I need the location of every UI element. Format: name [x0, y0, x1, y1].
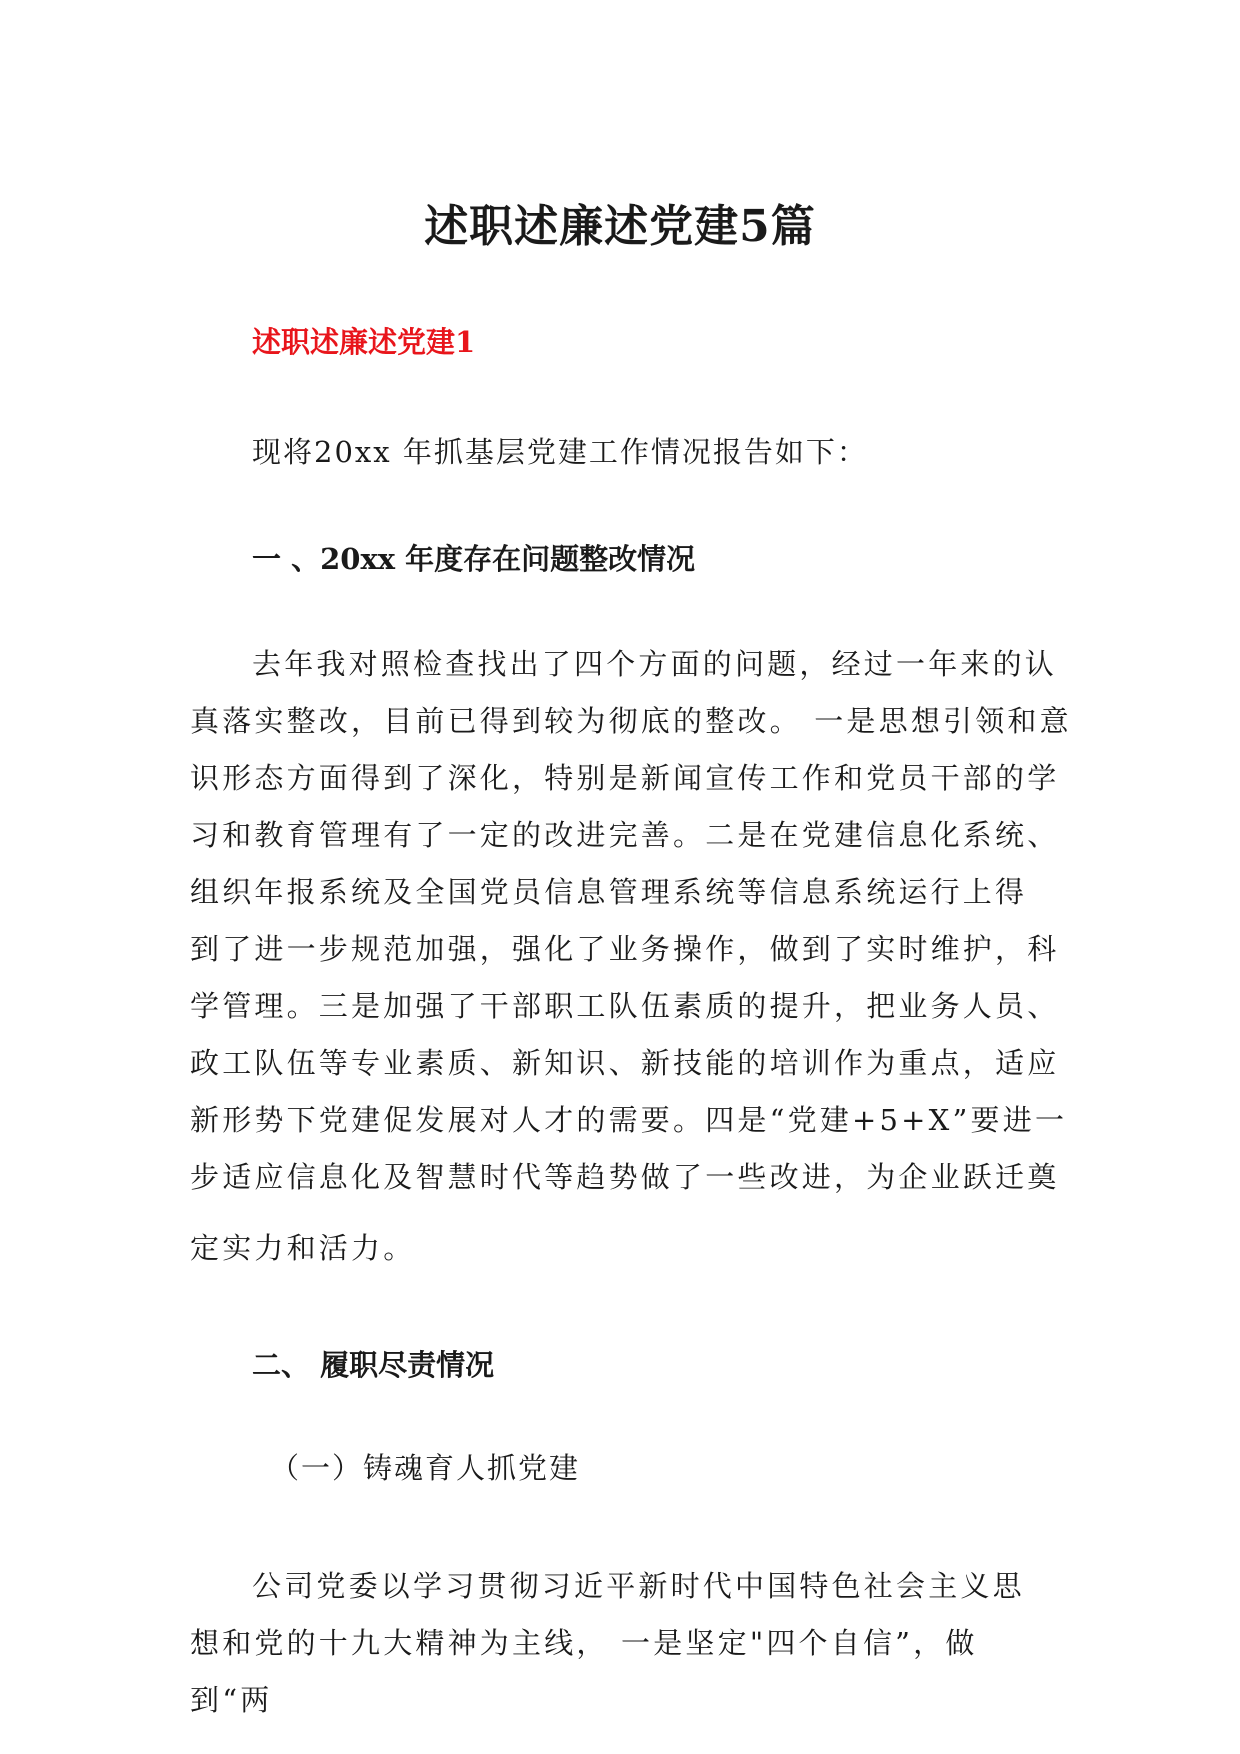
paragraph-line: 组织年报系统及全国党员信息管理系统等信息系统运行上得 [190, 875, 1028, 909]
section-title: 述职述廉述党建1 [252, 325, 476, 359]
paragraph-line: 真落实整改，目前已得到较为彻底的整改。 一是思想引领和意 [190, 704, 1072, 738]
subheading-party-building: （一）铸魂育人抓党建 [270, 1451, 581, 1485]
intro-paragraph: 现将20xx 年抓基层党建工作情况报告如下： [252, 435, 868, 469]
paragraph-line: 步适应信息化及智慧时代等趋势做了一些改进，为企业跃迁奠 [190, 1160, 1060, 1194]
paragraph-line: 新形势下党建促发展对人才的需要。四是“党建+5+X”要进一 [190, 1103, 1068, 1137]
paragraph-line: 去年我对照检查找出了四个方面的问题，经过一年来的认 [252, 647, 1058, 681]
paragraph-line: 习和教育管理有了一定的改进完善。二是在党建信息化系统、 [190, 818, 1060, 852]
paragraph-line: 公司党委以学习贯彻习近平新时代中国特色社会主义思 [252, 1569, 1025, 1603]
paragraph-line: 政工队伍等专业素质、新知识、新技能的培训作为重点，适应 [190, 1046, 1060, 1080]
heading-duties: 二、 履职尽责情况 [252, 1348, 495, 1382]
paragraph-line: 想和党的十九大精神为主线， 一是坚定"四个自信”，做 [190, 1626, 978, 1660]
paragraph-line: 定实力和活力。 [190, 1231, 416, 1265]
paragraph-line: 到“两 [190, 1683, 273, 1717]
paragraph-rectification [190, 636, 1072, 1277]
paragraph-line: 识形态方面得到了深化，特别是新闻宣传工作和党员干部的学 [190, 761, 1060, 795]
document-title: 述职述廉述党建5篇 [424, 201, 816, 252]
paragraph-party-building [190, 1558, 1025, 1729]
paragraph-line: 学管理。三是加强了干部职工队伍素质的提升，把业务人员、 [190, 989, 1060, 1023]
paragraph-line: 到了进一步规范加强，强化了业务操作，做到了实时维护，科 [190, 932, 1060, 966]
heading-rectification: 一 、20xx 年度存在问题整改情况 [252, 542, 696, 576]
